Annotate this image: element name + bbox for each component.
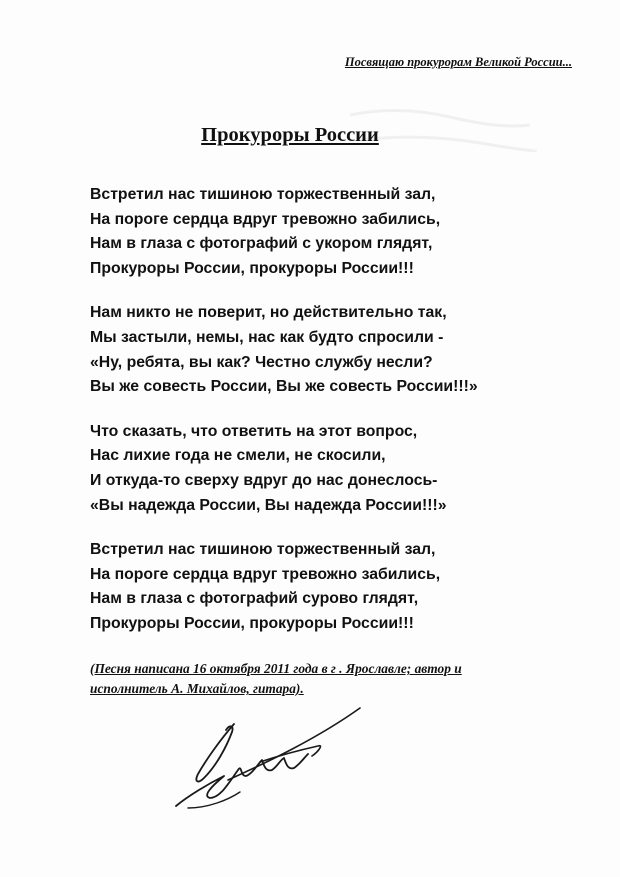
poem-line: Прокуроры России, прокуроры России!!! <box>90 259 414 277</box>
poem-line: И откуда-то сверху вдруг до нас донеслось- <box>90 471 438 489</box>
handwritten-signature <box>168 700 368 820</box>
stanza-4 <box>90 538 478 636</box>
poem-line: Нам в глаза с фотографий с укором глядят, <box>90 235 433 253</box>
poem-line: «Вы надежда России, Вы надежда России!!!» <box>90 496 447 514</box>
poem-line: На пороге сердца вдруг тревожно забились, <box>90 565 441 583</box>
poem-line: Мы застыли, немы, нас как будто спросили - <box>90 328 444 346</box>
poem-line: Встретил нас тишиною торжественный зал, <box>90 186 436 203</box>
dedication-line: Посвящаю прокурорам Великой России... <box>344 55 572 69</box>
authorship-note-line-2: исполнитель А. Михайлов, гитара). <box>90 681 304 696</box>
stanza-2 <box>90 301 478 399</box>
poem-line: На пороге сердца вдруг тревожно забились, <box>90 210 441 228</box>
poem-line: Нам в глаза с фотографий сурово глядят, <box>90 590 419 608</box>
poem-title: Прокуроры России <box>201 124 379 146</box>
poem-line: Встретил нас тишиною торжественный зал, <box>90 541 436 559</box>
poem-body <box>90 183 478 657</box>
poem-line: Нам никто не поверит, но действительно так, <box>90 304 447 322</box>
authorship-note <box>90 659 462 699</box>
authorship-note-line-1: (Песня написана 16 октября 2011 года в г . Ярославле; автор и <box>90 661 462 676</box>
stanza-1 <box>90 183 478 281</box>
poem-line: «Ну, ребята, вы как? Честно службу несли? <box>90 353 433 371</box>
poem-line: Что сказать, что ответить на этот вопрос, <box>90 422 418 440</box>
stanza-3 <box>90 420 478 518</box>
poem-line: Вы же совесть России, Вы же совесть России!!!» <box>90 378 478 396</box>
poem-line: Прокуроры России, прокуроры России!!! <box>90 614 414 632</box>
poem-line: Нас лихие года не смели, не скосили, <box>90 447 386 465</box>
